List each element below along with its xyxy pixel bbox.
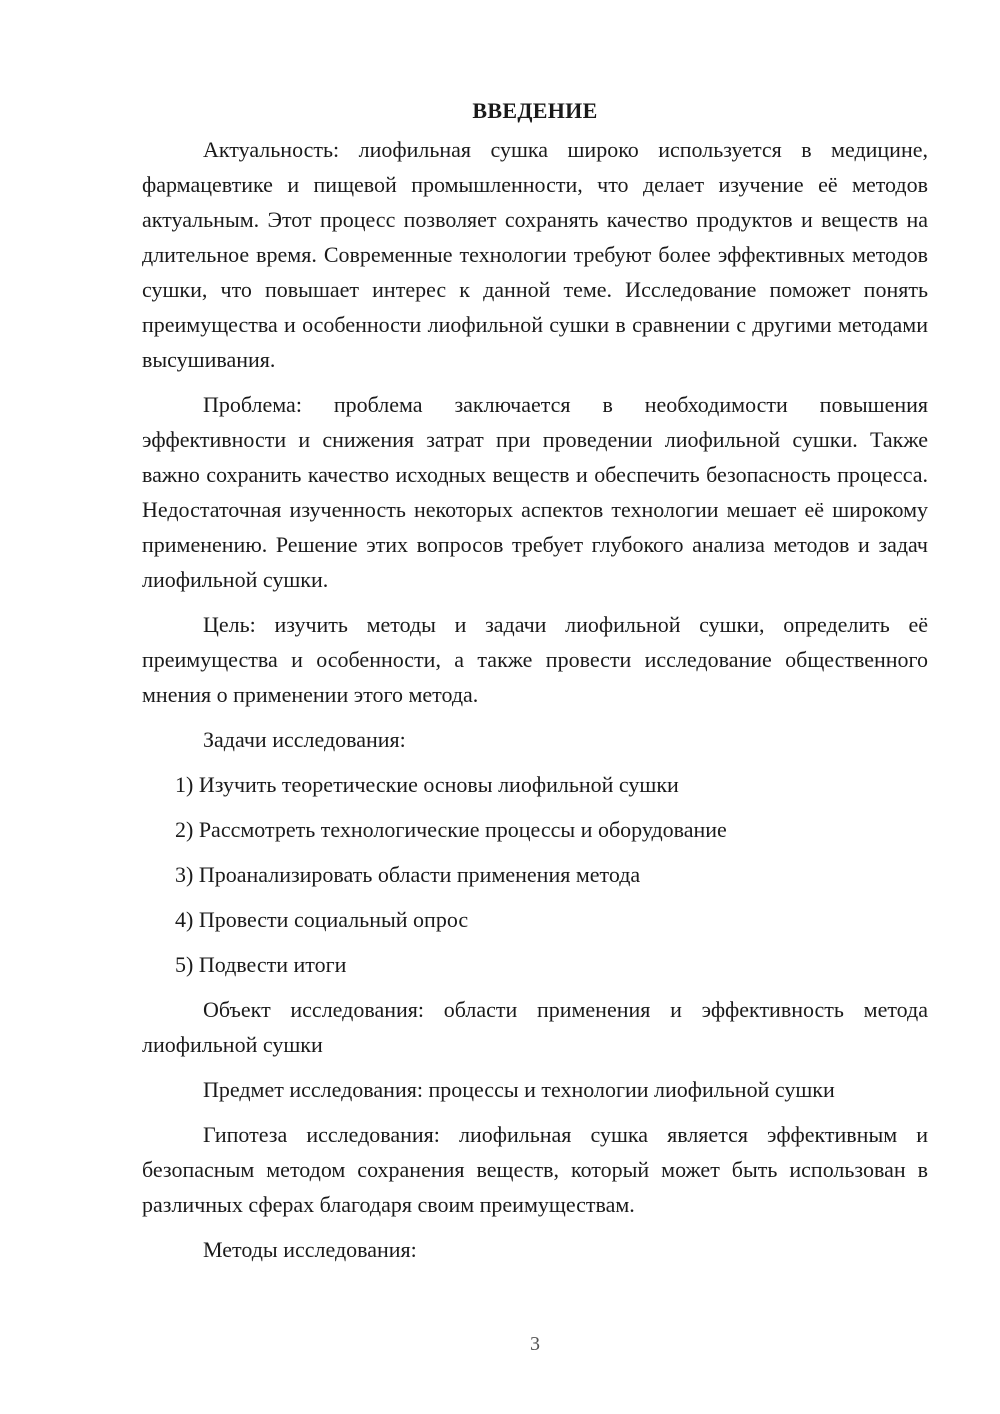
list-item: 3) Проанализировать области применения метода [175,862,641,887]
list-item: 5) Подвести итоги [175,952,347,977]
hypothesis-paragraph: Гипотеза исследования: лиофильная сушка является эффективным и безопасным методом сохранения веществ, который может быть использован в различных сферах благодаря своим преимуществам. [142,1122,928,1217]
list-item: 2) Рассмотреть технологические процессы и оборудование [175,817,727,842]
tasks-list [142,767,928,982]
subject-paragraph: Предмет исследования: процессы и технологии лиофильной сушки [203,1077,835,1102]
problem-paragraph: Проблема: проблема заключается в необходимости повышения эффективности и снижения затрат при проведении лиофильной сушки. Также важно сохранить качество исходных веществ и обеспечить безопасность процесса. Недостаточная изученность некоторых аспектов технологии мешает её широкому применению. Решение этих вопросов требует глубокого анализа методов и задач лиофильной сушки. [142,392,928,592]
list-item: 1) Изучить теоретические основы лиофильной сушки [175,772,679,797]
tasks-heading: Задачи исследования: [203,727,406,752]
methods-heading: Методы исследования: [203,1237,417,1262]
object-paragraph: Объект исследования: области применения и эффективность метода лиофильной сушки [142,997,928,1057]
page-number: 3 [530,1333,540,1355]
relevance-paragraph: Актуальность: лиофильная сушка широко используется в медицине, фармацевтике и пищевой промышленности, что делает изучение её методов актуальным. Этот процесс позволяет сохранять качество продуктов и веществ на длительное время. Современные технологии требуют более эффективных методов сушки, что повышает интерес к данной теме. Исследование поможет понять преимущества и особенности лиофильной сушки в сравнении с другими методами высушивания. [142,137,928,372]
goal-paragraph: Цель: изучить методы и задачи лиофильной сушки, определить её преимущества и особенности, а также провести исследование общественного мнения о применении этого метода. [142,612,928,707]
section-title: ВВЕДЕНИЕ [472,98,598,123]
document-page [142,96,928,1277]
list-item: 4) Провести социальный опрос [175,907,469,932]
